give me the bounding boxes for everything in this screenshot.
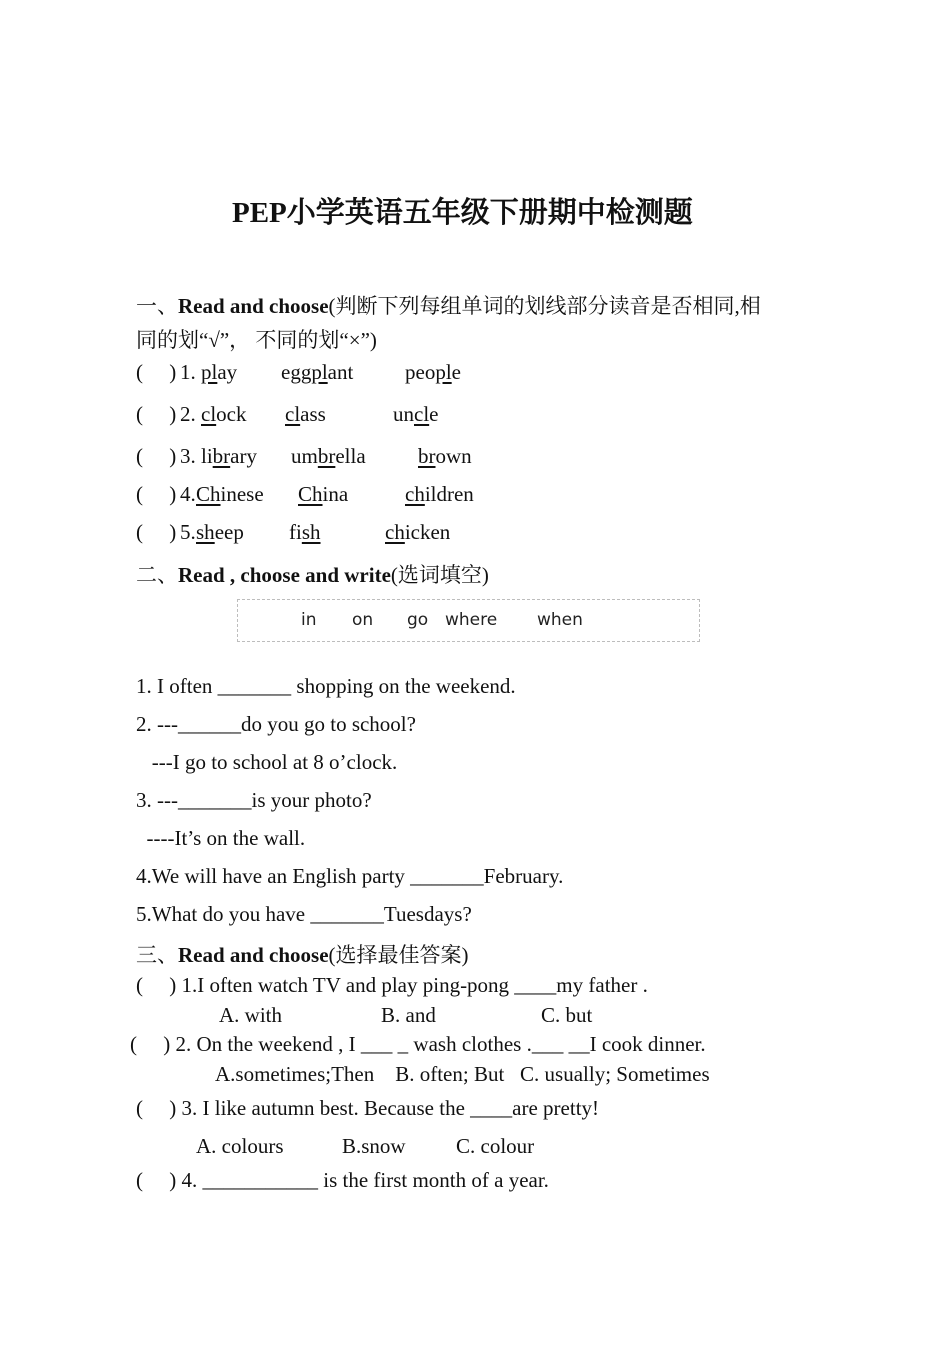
fill-line: ----It’s on the wall. bbox=[136, 826, 306, 850]
underlined-letters: cl bbox=[285, 402, 301, 426]
phonics-word: chicken bbox=[385, 520, 451, 544]
phonics-word: China bbox=[298, 482, 349, 506]
item-number: 1. bbox=[180, 360, 196, 384]
underlined-letters: cl bbox=[201, 402, 217, 426]
item-paren: ( ) bbox=[136, 482, 177, 506]
section2-title: Read , choose and write bbox=[178, 563, 391, 587]
phonics-word: class bbox=[285, 402, 326, 426]
question-2-options: A.sometimes;Then B. often; But C. usually; Sometimes bbox=[215, 1062, 710, 1086]
underlined-letters: cl bbox=[414, 402, 430, 426]
underlined-letters: pl bbox=[311, 360, 328, 384]
underlined-letters: br bbox=[212, 444, 231, 468]
phonics-word: brown bbox=[418, 444, 472, 468]
underlined-letters: br bbox=[418, 444, 436, 468]
section1-heading bbox=[136, 290, 761, 320]
phonics-word: children bbox=[405, 482, 474, 506]
phonics-word: Chinese bbox=[196, 482, 264, 506]
fill-line: 4.We will have an English party _______February. bbox=[136, 864, 564, 888]
question-1: ( ) 1.I often watch TV and play ping-pong ____my father . bbox=[136, 973, 648, 997]
fill-line: 5.What do you have _______Tuesdays? bbox=[136, 902, 472, 926]
underlined-letters: pl bbox=[201, 360, 218, 384]
fill-line: 3. ---_______is your photo? bbox=[136, 788, 372, 812]
question-3: ( ) 3. I like autumn best. Because the ____are pretty! bbox=[136, 1096, 600, 1120]
section1-title: Read and choose bbox=[178, 294, 329, 318]
question-4: ( ) 4. ___________ is the first month of a year. bbox=[136, 1168, 549, 1192]
section3-instruction: (选择最佳答案) bbox=[328, 943, 469, 967]
word-bank-item: when bbox=[537, 610, 583, 630]
section2-prefix: 二、 bbox=[136, 563, 178, 587]
phonics-word: clock bbox=[201, 402, 247, 426]
page-title: PEP小学英语五年级下册期中检测题 bbox=[232, 197, 693, 229]
question-3-option-b: B.snow bbox=[342, 1134, 406, 1158]
fill-line: ---I go to school at 8 o’clock. bbox=[136, 750, 398, 774]
question-3-option-c: C. colour bbox=[456, 1134, 535, 1158]
question-2: ( ) 2. On the weekend , I ___ _ wash clothes .___ __I cook dinner. bbox=[130, 1032, 706, 1056]
question-3-option-a: A. colours bbox=[196, 1134, 284, 1158]
word-bank-item: in bbox=[301, 610, 317, 630]
item-number: 2. bbox=[180, 402, 196, 426]
fill-line: 2. ---______do you go to school? bbox=[136, 712, 416, 736]
section2-heading bbox=[136, 559, 489, 589]
section3-prefix: 三、 bbox=[136, 943, 178, 967]
phonics-word: people bbox=[405, 360, 461, 384]
section1-heading-line2: 同的划“√”， 不同的划“×”) bbox=[136, 328, 377, 352]
word-bank-item: go bbox=[407, 610, 429, 630]
underlined-letters: ch bbox=[405, 482, 425, 506]
section3-title: Read and choose bbox=[178, 943, 329, 967]
word-bank-item: on bbox=[352, 610, 374, 630]
item-paren: ( ) bbox=[136, 520, 177, 544]
phonics-word: eggplant bbox=[281, 360, 354, 384]
question-1-option-a: A. with bbox=[219, 1003, 282, 1027]
section1-instruction: (判断下列每组单词的划线部分读音是否相同,相 bbox=[328, 294, 761, 318]
underlined-letters: sh bbox=[196, 520, 215, 544]
word-bank-item: where bbox=[445, 610, 498, 630]
phonics-word: library bbox=[201, 444, 257, 468]
underlined-letters: Ch bbox=[298, 482, 323, 506]
underlined-letters: pl bbox=[435, 360, 452, 384]
phonics-word: uncle bbox=[393, 402, 439, 426]
underlined-letters: Ch bbox=[196, 482, 221, 506]
underlined-letters: br bbox=[317, 444, 336, 468]
word-bank bbox=[237, 599, 700, 642]
section1-prefix: 一、 bbox=[136, 294, 178, 318]
item-paren: ( ) bbox=[136, 402, 177, 426]
phonics-word: umbrella bbox=[291, 444, 366, 468]
item-paren: ( ) bbox=[136, 360, 177, 384]
phonics-word: play bbox=[201, 360, 238, 384]
item-paren: ( ) bbox=[136, 444, 177, 468]
underlined-letters: ch bbox=[385, 520, 405, 544]
phonics-word: sheep bbox=[196, 520, 244, 544]
section3-heading bbox=[136, 939, 469, 969]
item-number: 5. bbox=[180, 520, 196, 544]
question-1-option-b: B. and bbox=[381, 1003, 436, 1027]
underlined-letters: sh bbox=[301, 520, 321, 544]
fill-line: 1. I often _______ shopping on the weekend. bbox=[136, 674, 516, 698]
phonics-word: fish bbox=[289, 520, 321, 544]
item-number: 4. bbox=[180, 482, 196, 506]
section2-instruction: (选词填空) bbox=[390, 563, 489, 587]
item-number: 3. bbox=[180, 444, 196, 468]
question-1-option-c: C. but bbox=[541, 1003, 593, 1027]
